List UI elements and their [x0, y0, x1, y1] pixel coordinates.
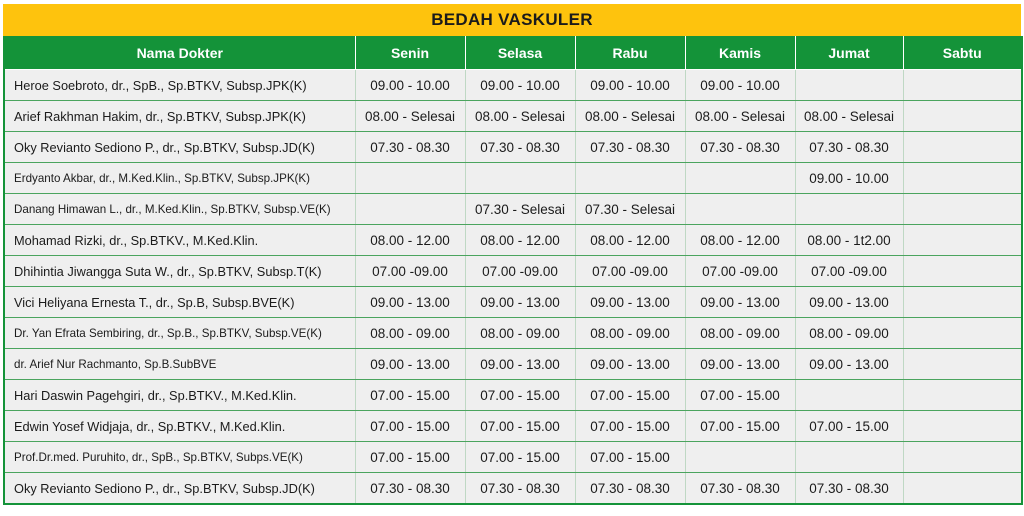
schedule-time-cell: 07.00 - 15.00 — [355, 442, 465, 473]
schedule-time-cell: 07.30 - Selesai — [465, 194, 575, 225]
table-row — [4, 380, 1022, 411]
table-row — [4, 194, 1022, 225]
schedule-time-cell: 08.00 - 09.00 — [575, 318, 685, 349]
schedule-time-cell: 07.30 - 08.30 — [465, 132, 575, 163]
schedule-time-cell: 09.00 - 13.00 — [685, 349, 795, 380]
table-row — [4, 442, 1022, 473]
schedule-time-cell: 09.00 - 10.00 — [575, 70, 685, 101]
schedule-time-cell: 09.00 - 13.00 — [575, 287, 685, 318]
schedule-time-cell — [903, 318, 1022, 349]
schedule-time-cell: 07.30 - Selesai — [575, 194, 685, 225]
schedule-time-cell: 09.00 - 13.00 — [685, 287, 795, 318]
schedule-time-cell: 07.00 - 15.00 — [355, 380, 465, 411]
schedule-time-cell: 08.00 - Selesai — [575, 101, 685, 132]
schedule-time-cell: 09.00 - 13.00 — [355, 349, 465, 380]
header-sabtu: Sabtu — [903, 36, 1022, 70]
schedule-time-cell: 07.30 - 08.30 — [355, 132, 465, 163]
schedule-time-cell — [903, 70, 1022, 101]
schedule-time-cell: 09.00 - 13.00 — [795, 349, 903, 380]
schedule-time-cell: 09.00 - 13.00 — [355, 287, 465, 318]
schedule-table — [3, 36, 1023, 505]
schedule-time-cell: 07.00 - 15.00 — [355, 411, 465, 442]
doctor-name-cell: dr. Arief Nur Rachmanto, Sp.B.SubBVE — [4, 349, 355, 380]
schedule-body — [4, 70, 1022, 505]
schedule-time-cell: 08.00 - 12.00 — [685, 225, 795, 256]
doctor-name-cell: Danang Himawan L., dr., M.Ked.Klin., Sp.BTKV, Subsp.VE(K) — [4, 194, 355, 225]
schedule-time-cell: 07.30 - 08.30 — [795, 132, 903, 163]
schedule-time-cell — [795, 442, 903, 473]
schedule-time-cell: 07.00 -09.00 — [685, 256, 795, 287]
schedule-time-cell: 07.00 - 15.00 — [465, 442, 575, 473]
table-row — [4, 287, 1022, 318]
doctor-name-cell: Oky Revianto Sediono P., dr., Sp.BTKV, Subsp.JD(K) — [4, 473, 355, 505]
schedule-time-cell: 07.00 - 15.00 — [465, 380, 575, 411]
schedule-time-cell — [685, 442, 795, 473]
schedule-time-cell: 07.00 - 15.00 — [575, 411, 685, 442]
schedule-time-cell: 09.00 - 13.00 — [575, 349, 685, 380]
schedule-time-cell — [903, 194, 1022, 225]
schedule-time-cell: 09.00 - 13.00 — [795, 287, 903, 318]
schedule-time-cell — [795, 380, 903, 411]
table-row — [4, 70, 1022, 101]
schedule-time-cell: 09.00 - 10.00 — [465, 70, 575, 101]
doctor-name-cell: Vici Heliyana Ernesta T., dr., Sp.B, Subsp.BVE(K) — [4, 287, 355, 318]
schedule-time-cell — [903, 380, 1022, 411]
table-row — [4, 473, 1022, 505]
table-row — [4, 256, 1022, 287]
schedule-time-cell: 09.00 - 10.00 — [685, 70, 795, 101]
schedule-container — [3, 4, 1021, 505]
schedule-time-cell: 07.30 - 08.30 — [795, 473, 903, 505]
doctor-name-cell: Erdyanto Akbar, dr., M.Ked.Klin., Sp.BTKV, Subsp.JPK(K) — [4, 163, 355, 194]
header-senin: Senin — [355, 36, 465, 70]
table-row — [4, 163, 1022, 194]
schedule-time-cell: 08.00 - Selesai — [795, 101, 903, 132]
header-row — [4, 36, 1022, 70]
schedule-time-cell: 07.30 - 08.30 — [465, 473, 575, 505]
schedule-time-cell: 09.00 - 10.00 — [355, 70, 465, 101]
schedule-time-cell — [575, 163, 685, 194]
schedule-time-cell — [465, 163, 575, 194]
schedule-title: BEDAH VASKULER — [3, 4, 1021, 36]
schedule-time-cell — [903, 101, 1022, 132]
schedule-time-cell — [903, 225, 1022, 256]
doctor-name-cell: Dhihintia Jiwangga Suta W., dr., Sp.BTKV, Subsp.T(K) — [4, 256, 355, 287]
schedule-time-cell: 07.00 - 15.00 — [575, 380, 685, 411]
schedule-time-cell — [903, 442, 1022, 473]
table-row — [4, 318, 1022, 349]
schedule-time-cell: 07.30 - 08.30 — [355, 473, 465, 505]
schedule-time-cell: 08.00 - 09.00 — [355, 318, 465, 349]
schedule-time-cell: 08.00 - 09.00 — [795, 318, 903, 349]
schedule-time-cell: 07.00 -09.00 — [575, 256, 685, 287]
schedule-time-cell: 09.00 - 10.00 — [795, 163, 903, 194]
schedule-time-cell: 08.00 - Selesai — [685, 101, 795, 132]
doctor-name-cell: Hari Daswin Pagehgiri, dr., Sp.BTKV., M.Ked.Klin. — [4, 380, 355, 411]
schedule-time-cell: 07.00 - 15.00 — [685, 411, 795, 442]
doctor-name-cell: Mohamad Rizki, dr., Sp.BTKV., M.Ked.Klin. — [4, 225, 355, 256]
doctor-name-cell: Arief Rakhman Hakim, dr., Sp.BTKV, Subsp.JPK(K) — [4, 101, 355, 132]
doctor-name-cell: Edwin Yosef Widjaja, dr., Sp.BTKV., M.Ked.Klin. — [4, 411, 355, 442]
schedule-time-cell — [903, 256, 1022, 287]
schedule-time-cell: 08.00 - 12.00 — [575, 225, 685, 256]
schedule-time-cell: 09.00 - 13.00 — [465, 349, 575, 380]
header-kamis: Kamis — [685, 36, 795, 70]
schedule-time-cell: 07.00 - 15.00 — [465, 411, 575, 442]
schedule-time-cell: 07.30 - 08.30 — [575, 473, 685, 505]
schedule-time-cell — [903, 163, 1022, 194]
schedule-time-cell: 08.00 - 1t2.00 — [795, 225, 903, 256]
schedule-time-cell: 07.00 - 15.00 — [795, 411, 903, 442]
schedule-time-cell: 08.00 - 09.00 — [685, 318, 795, 349]
schedule-time-cell: 07.00 -09.00 — [465, 256, 575, 287]
doctor-name-cell: Heroe Soebroto, dr., SpB., Sp.BTKV, Subsp.JPK(K) — [4, 70, 355, 101]
schedule-time-cell: 07.00 -09.00 — [355, 256, 465, 287]
schedule-time-cell: 09.00 - 13.00 — [465, 287, 575, 318]
schedule-time-cell — [903, 473, 1022, 505]
schedule-time-cell — [355, 194, 465, 225]
header-rabu: Rabu — [575, 36, 685, 70]
doctor-name-cell: Oky Revianto Sediono P., dr., Sp.BTKV, Subsp.JD(K) — [4, 132, 355, 163]
table-row — [4, 349, 1022, 380]
schedule-time-cell — [355, 163, 465, 194]
schedule-time-cell: 07.00 - 15.00 — [685, 380, 795, 411]
schedule-time-cell: 07.00 -09.00 — [795, 256, 903, 287]
schedule-time-cell: 07.30 - 08.30 — [685, 473, 795, 505]
doctor-name-cell: Dr. Yan Efrata Sembiring, dr., Sp.B., Sp.BTKV, Subsp.VE(K) — [4, 318, 355, 349]
schedule-time-cell — [795, 194, 903, 225]
schedule-time-cell: 08.00 - Selesai — [355, 101, 465, 132]
schedule-time-cell: 08.00 - 12.00 — [355, 225, 465, 256]
table-row — [4, 101, 1022, 132]
schedule-time-cell: 08.00 - 12.00 — [465, 225, 575, 256]
schedule-time-cell: 07.30 - 08.30 — [575, 132, 685, 163]
header-selasa: Selasa — [465, 36, 575, 70]
schedule-time-cell — [685, 194, 795, 225]
header-nama-dokter: Nama Dokter — [4, 36, 355, 70]
table-row — [4, 411, 1022, 442]
schedule-time-cell — [685, 163, 795, 194]
schedule-time-cell — [903, 132, 1022, 163]
table-row — [4, 225, 1022, 256]
schedule-time-cell: 08.00 - 09.00 — [465, 318, 575, 349]
doctor-name-cell: Prof.Dr.med. Puruhito, dr., SpB., Sp.BTKV, Subps.VE(K) — [4, 442, 355, 473]
schedule-time-cell — [903, 411, 1022, 442]
schedule-time-cell: 07.30 - 08.30 — [685, 132, 795, 163]
schedule-time-cell: 08.00 - Selesai — [465, 101, 575, 132]
table-row — [4, 132, 1022, 163]
schedule-time-cell: 07.00 - 15.00 — [575, 442, 685, 473]
header-jumat: Jumat — [795, 36, 903, 70]
schedule-time-cell — [903, 349, 1022, 380]
schedule-time-cell — [795, 70, 903, 101]
schedule-time-cell — [903, 287, 1022, 318]
